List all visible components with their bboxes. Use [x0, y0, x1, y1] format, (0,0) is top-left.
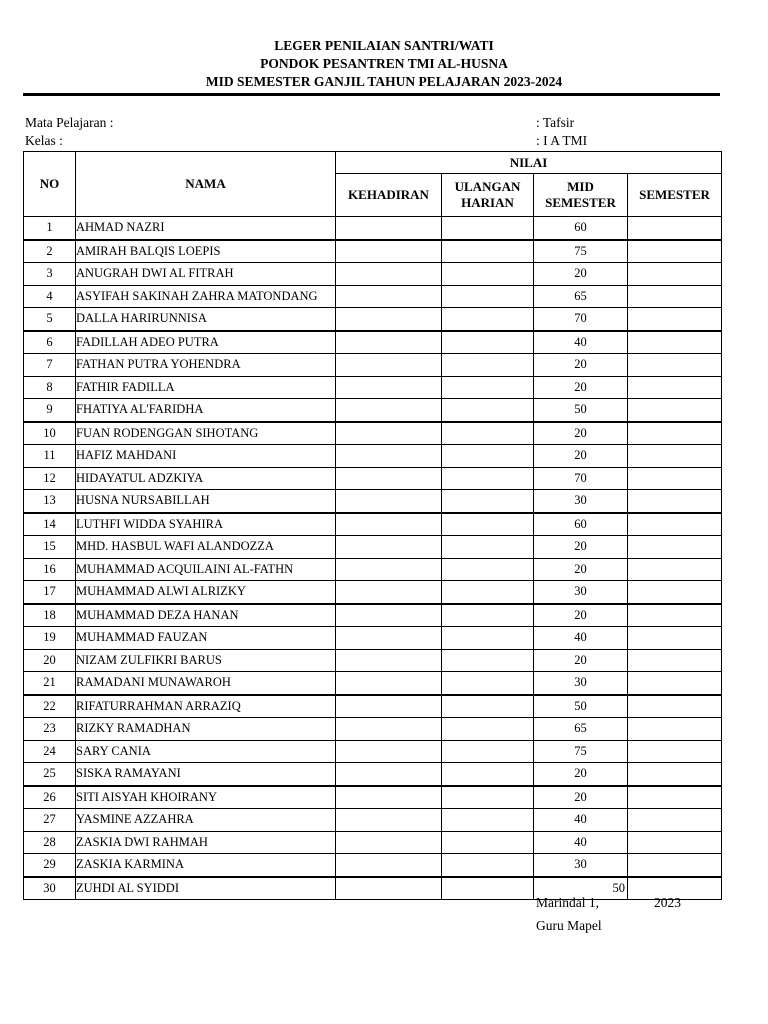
row-mid-semester: 70: [534, 467, 628, 490]
table-row: [24, 308, 722, 331]
row-semester: [628, 263, 722, 286]
row-no: 2: [24, 240, 76, 263]
row-ulangan-harian: [442, 263, 534, 286]
row-no: 21: [24, 672, 76, 695]
table-row: [24, 376, 722, 399]
row-nama: AHMAD NAZRI: [76, 217, 336, 240]
row-nama: FATHAN PUTRA YOHENDRA: [76, 354, 336, 377]
row-mid-semester: 20: [534, 604, 628, 627]
row-no: 9: [24, 399, 76, 422]
row-ulangan-harian: [442, 240, 534, 263]
row-mid-semester: 20: [534, 376, 628, 399]
row-no: 12: [24, 467, 76, 490]
row-kehadiran: [336, 263, 442, 286]
header-mid-semester: [534, 174, 628, 217]
row-mid-semester: 20: [534, 558, 628, 581]
row-mid-semester: 20: [534, 354, 628, 377]
row-mid-semester: 20: [534, 536, 628, 559]
header-mid-line2: SEMESTER: [545, 195, 616, 210]
title-line-1: LEGER PENILAIAN SANTRI/WATI: [274, 38, 494, 53]
row-kehadiran: [336, 513, 442, 536]
row-semester: [628, 604, 722, 627]
row-ulangan-harian: [442, 399, 534, 422]
header-mid-line1: MID: [567, 179, 594, 194]
row-mid-semester: 30: [534, 854, 628, 877]
row-nama: MUHAMMAD DEZA HANAN: [76, 604, 336, 627]
header-nilai: NILAI: [336, 152, 722, 174]
row-kehadiran: [336, 581, 442, 604]
row-ulangan-harian: [442, 718, 534, 741]
row-ulangan-harian: [442, 536, 534, 559]
row-no: 18: [24, 604, 76, 627]
row-no: 15: [24, 536, 76, 559]
title-line-3: MID SEMESTER GANJIL TAHUN PELAJARAN 2023-2024: [205, 74, 563, 89]
table-row: [24, 786, 722, 809]
row-ulangan-harian: [442, 672, 534, 695]
kelas-label: Kelas :: [25, 133, 63, 148]
row-mid-semester: 20: [534, 649, 628, 672]
row-nama: HAFIZ MAHDANI: [76, 445, 336, 468]
table-body: [24, 217, 722, 900]
row-no: 6: [24, 331, 76, 354]
row-semester: [628, 513, 722, 536]
row-nama: MUHAMMAD ACQUILAINI AL-FATHN: [76, 558, 336, 581]
kelas-value: : I A TMI: [536, 133, 588, 148]
row-ulangan-harian: [442, 763, 534, 786]
table-row: [24, 536, 722, 559]
table-row: [24, 854, 722, 877]
row-ulangan-harian: [442, 354, 534, 377]
row-mid-semester: 50: [534, 877, 628, 900]
header-ulangan-line2: HARIAN: [461, 195, 514, 210]
row-nama: MUHAMMAD FAUZAN: [76, 627, 336, 650]
row-semester: [628, 581, 722, 604]
row-semester: [628, 718, 722, 741]
row-ulangan-harian: [442, 331, 534, 354]
row-no: 22: [24, 695, 76, 718]
row-nama: LUTHFI WIDDA SYAHIRA: [76, 513, 336, 536]
table-row: [24, 763, 722, 786]
row-kehadiran: [336, 718, 442, 741]
row-semester: [628, 422, 722, 445]
row-semester: [628, 831, 722, 854]
row-semester: [628, 354, 722, 377]
row-nama: ANUGRAH DWI AL FITRAH: [76, 263, 336, 286]
row-no: 14: [24, 513, 76, 536]
row-kehadiran: [336, 809, 442, 832]
row-ulangan-harian: [442, 422, 534, 445]
row-semester: [628, 217, 722, 240]
header-kehadiran: KEHADIRAN: [336, 174, 442, 217]
row-kehadiran: [336, 695, 442, 718]
row-semester: [628, 740, 722, 763]
row-no: 25: [24, 763, 76, 786]
table-row: [24, 263, 722, 286]
row-no: 3: [24, 263, 76, 286]
table-row: [24, 581, 722, 604]
row-semester: [628, 399, 722, 422]
row-semester: [628, 649, 722, 672]
row-nama: RIFATURRAHMAN ARRAZIQ: [76, 695, 336, 718]
row-ulangan-harian: [442, 627, 534, 650]
row-ulangan-harian: [442, 604, 534, 627]
row-semester: [628, 627, 722, 650]
table-row: [24, 445, 722, 468]
row-kehadiran: [336, 558, 442, 581]
table-row: [24, 285, 722, 308]
row-ulangan-harian: [442, 740, 534, 763]
row-no: 27: [24, 809, 76, 832]
row-ulangan-harian: [442, 786, 534, 809]
row-semester: [628, 854, 722, 877]
row-no: 4: [24, 285, 76, 308]
row-no: 11: [24, 445, 76, 468]
document-title: [0, 37, 768, 91]
row-nama: SITI AISYAH KHOIRANY: [76, 786, 336, 809]
row-ulangan-harian: [442, 490, 534, 513]
row-nama: YASMINE AZZAHRA: [76, 809, 336, 832]
row-ulangan-harian: [442, 445, 534, 468]
row-kehadiran: [336, 376, 442, 399]
row-nama: HUSNA NURSABILLAH: [76, 490, 336, 513]
row-semester: [628, 786, 722, 809]
row-ulangan-harian: [442, 285, 534, 308]
row-kehadiran: [336, 445, 442, 468]
table-row: [24, 672, 722, 695]
row-no: 26: [24, 786, 76, 809]
row-kehadiran: [336, 285, 442, 308]
row-nama: FHATIYA AL'FARIDHA: [76, 399, 336, 422]
row-kehadiran: [336, 354, 442, 377]
row-nama: HIDAYATUL ADZKIYA: [76, 467, 336, 490]
row-kehadiran: [336, 467, 442, 490]
row-kehadiran: [336, 649, 442, 672]
row-mid-semester: 30: [534, 581, 628, 604]
row-mid-semester: 75: [534, 240, 628, 263]
row-nama: RIZKY RAMADHAN: [76, 718, 336, 741]
table-row: [24, 354, 722, 377]
row-kehadiran: [336, 877, 442, 900]
row-mid-semester: 70: [534, 308, 628, 331]
row-no: 16: [24, 558, 76, 581]
row-semester: [628, 809, 722, 832]
row-nama: SARY CANIA: [76, 740, 336, 763]
row-mid-semester: 20: [534, 786, 628, 809]
row-nama: MUHAMMAD ALWI ALRIZKY: [76, 581, 336, 604]
row-semester: [628, 763, 722, 786]
header-nama: NAMA: [76, 152, 336, 217]
row-mid-semester: 60: [534, 217, 628, 240]
row-ulangan-harian: [442, 376, 534, 399]
row-nama: ZASKIA DWI RAHMAH: [76, 831, 336, 854]
row-ulangan-harian: [442, 854, 534, 877]
row-ulangan-harian: [442, 308, 534, 331]
row-no: 23: [24, 718, 76, 741]
table-row: [24, 558, 722, 581]
header-ulangan-harian: [442, 174, 534, 217]
row-no: 17: [24, 581, 76, 604]
row-kehadiran: [336, 672, 442, 695]
row-mid-semester: 30: [534, 490, 628, 513]
table-row: [24, 331, 722, 354]
row-mid-semester: 50: [534, 399, 628, 422]
row-semester: [628, 490, 722, 513]
table-row: [24, 718, 722, 741]
row-no: 7: [24, 354, 76, 377]
row-nama: FUAN RODENGGAN SIHOTANG: [76, 422, 336, 445]
row-ulangan-harian: [442, 649, 534, 672]
row-semester: [628, 240, 722, 263]
row-no: 8: [24, 376, 76, 399]
row-no: 5: [24, 308, 76, 331]
row-ulangan-harian: [442, 831, 534, 854]
row-no: 30: [24, 877, 76, 900]
row-mid-semester: 40: [534, 627, 628, 650]
row-kehadiran: [336, 422, 442, 445]
table-row: [24, 604, 722, 627]
table-row: [24, 422, 722, 445]
row-nama: ASYIFAH SAKINAH ZAHRA MATONDANG: [76, 285, 336, 308]
row-kehadiran: [336, 604, 442, 627]
row-no: 20: [24, 649, 76, 672]
row-mid-semester: 50: [534, 695, 628, 718]
row-nama: FADILLAH ADEO PUTRA: [76, 331, 336, 354]
row-mid-semester: 40: [534, 831, 628, 854]
row-mid-semester: 20: [534, 263, 628, 286]
row-mid-semester: 20: [534, 445, 628, 468]
footer-role: Guru Mapel: [536, 918, 602, 933]
table-row: [24, 649, 722, 672]
row-kehadiran: [336, 854, 442, 877]
table-row: [24, 467, 722, 490]
row-ulangan-harian: [442, 581, 534, 604]
row-kehadiran: [336, 627, 442, 650]
row-mid-semester: 20: [534, 763, 628, 786]
row-kehadiran: [336, 240, 442, 263]
row-kehadiran: [336, 536, 442, 559]
row-semester: [628, 308, 722, 331]
row-kehadiran: [336, 740, 442, 763]
title-line-2: PONDOK PESANTREN TMI AL-HUSNA: [260, 56, 508, 71]
grades-table: [23, 151, 722, 900]
row-ulangan-harian: [442, 695, 534, 718]
row-semester: [628, 376, 722, 399]
table-row: [24, 513, 722, 536]
row-semester: [628, 445, 722, 468]
row-kehadiran: [336, 831, 442, 854]
row-semester: [628, 285, 722, 308]
row-semester: [628, 672, 722, 695]
mapel-value: : Tafsir: [536, 115, 575, 130]
table-row: [24, 399, 722, 422]
footer-place: Marindal 1,: [536, 895, 599, 910]
row-ulangan-harian: [442, 877, 534, 900]
row-mid-semester: 40: [534, 331, 628, 354]
row-semester: [628, 467, 722, 490]
row-kehadiran: [336, 308, 442, 331]
header-no: NO: [24, 152, 76, 217]
row-kehadiran: [336, 763, 442, 786]
header-ulangan-line1: ULANGAN: [454, 179, 521, 194]
row-nama: ZUHDI AL SYIDDI: [76, 877, 336, 900]
row-no: 10: [24, 422, 76, 445]
title-divider: [23, 93, 720, 96]
row-kehadiran: [336, 786, 442, 809]
row-semester: [628, 695, 722, 718]
row-kehadiran: [336, 331, 442, 354]
row-nama: MHD. HASBUL WAFI ALANDOZZA: [76, 536, 336, 559]
row-semester: [628, 558, 722, 581]
mapel-label: Mata Pelajaran :: [25, 115, 114, 130]
row-mid-semester: 60: [534, 513, 628, 536]
table-row: [24, 809, 722, 832]
row-nama: DALLA HARIRUNNISA: [76, 308, 336, 331]
row-semester: [628, 331, 722, 354]
table-row: [24, 627, 722, 650]
row-ulangan-harian: [442, 809, 534, 832]
row-mid-semester: 65: [534, 718, 628, 741]
table-row: [24, 217, 722, 240]
footer-year: 2023: [654, 895, 681, 910]
table-row: [24, 490, 722, 513]
row-nama: SISKA RAMAYANI: [76, 763, 336, 786]
row-nama: FATHIR FADILLA: [76, 376, 336, 399]
row-no: 29: [24, 854, 76, 877]
table-row: [24, 877, 722, 900]
row-mid-semester: 40: [534, 809, 628, 832]
row-semester: [628, 536, 722, 559]
row-kehadiran: [336, 490, 442, 513]
table-row: [24, 740, 722, 763]
table-row: [24, 695, 722, 718]
header-semester: SEMESTER: [628, 174, 722, 217]
row-kehadiran: [336, 217, 442, 240]
row-ulangan-harian: [442, 467, 534, 490]
row-no: 28: [24, 831, 76, 854]
table-row: [24, 831, 722, 854]
row-nama: ZASKIA KARMINA: [76, 854, 336, 877]
row-no: 19: [24, 627, 76, 650]
table-row: [24, 240, 722, 263]
row-no: 1: [24, 217, 76, 240]
row-mid-semester: 65: [534, 285, 628, 308]
row-nama: AMIRAH BALQIS LOEPIS: [76, 240, 336, 263]
row-ulangan-harian: [442, 217, 534, 240]
row-ulangan-harian: [442, 513, 534, 536]
row-no: 13: [24, 490, 76, 513]
row-kehadiran: [336, 399, 442, 422]
row-mid-semester: 20: [534, 422, 628, 445]
row-nama: NIZAM ZULFIKRI BARUS: [76, 649, 336, 672]
row-nama: RAMADANI MUNAWAROH: [76, 672, 336, 695]
row-mid-semester: 30: [534, 672, 628, 695]
row-ulangan-harian: [442, 558, 534, 581]
row-mid-semester: 75: [534, 740, 628, 763]
row-no: 24: [24, 740, 76, 763]
